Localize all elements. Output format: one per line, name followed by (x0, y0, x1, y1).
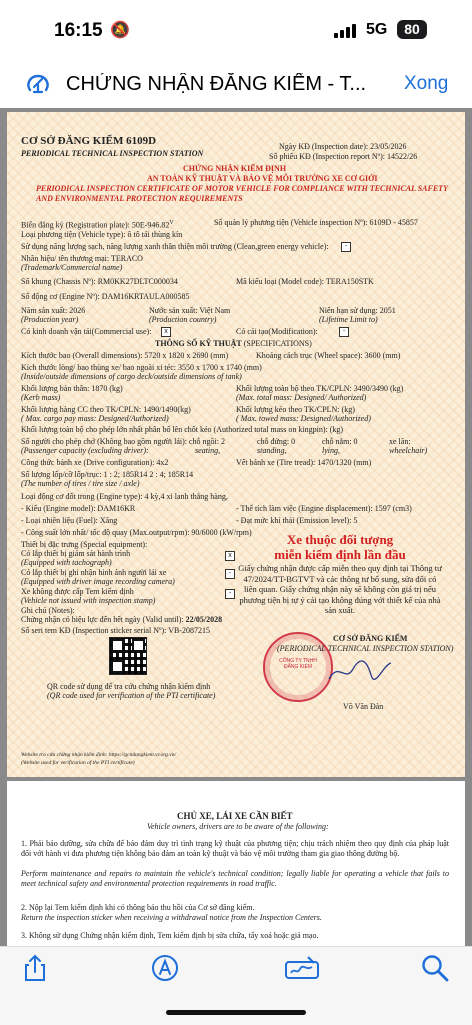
seating-label: seating, (195, 446, 221, 455)
towed-mass: Khối lượng kéo theo TK/CPLN: (kg) (236, 405, 355, 414)
green-energy: Sử dụng năng lượng sạch, năng lượng xanh thân thiện môi trường (Clean,green energy vehicle): (21, 242, 329, 251)
engine-no: Số động cơ (Engine Nº): DAM16KRTAULA000585 (21, 292, 190, 301)
website-en: (Website used for verification of the PTI certificate) (21, 760, 135, 766)
production-year: Năm sản xuất: 2026 (21, 306, 86, 315)
towed-mass-en: ( Max. towed mass: Designed/Authorized) (236, 414, 371, 423)
status-time: 16:15 (54, 20, 103, 41)
special-equipment: Thiết bị đặc trưng (Special equipment): (21, 540, 148, 549)
nav-bar (0, 62, 472, 109)
sign-title: CƠ SỞ ĐĂNG KIỂM (333, 634, 408, 643)
passenger-capacity-en: (Passenger capacity (excluding driver): (21, 446, 149, 455)
modification: Có cải tạo(Modification): (236, 327, 318, 336)
cert-title-4: AND ENVIRONMENTAL PROTECTION REQUIREMENTS (36, 194, 243, 203)
tire-tread: Vết bánh xe (Tire tread): 1470/1320 (mm) (236, 458, 372, 467)
notice-item-2: 2. Nộp lại Tem kiểm định khi có thông báo thu hồi của Cơ sở đăng kiểm. (21, 903, 255, 912)
commercial-use-box: x (161, 327, 171, 337)
notice-title: CHỦ XE, LÁI XE CẦN BIẾT (177, 811, 293, 821)
document-viewer[interactable] (0, 108, 472, 946)
search-icon[interactable] (420, 953, 450, 983)
total-mass: Khối lượng toàn bộ theo TK/CPLN: 3490/3490 (kg) (236, 384, 404, 393)
trademark-en: (Trademark/Commercial name) (21, 263, 123, 272)
report-number: Số phiếu KĐ (Inspection report Nº): 14522/26 (269, 152, 418, 161)
red-note-line-1: Xe thuộc đối tượng (286, 532, 394, 547)
station-name: CƠ SỞ ĐĂNG KIỂM 6109D (21, 135, 157, 147)
tachograph-box: x (225, 551, 235, 561)
certificate-page (7, 112, 465, 777)
driver-camera-box: - (225, 569, 235, 579)
lying-capacity: chỗ nằm: 0 (322, 437, 358, 446)
inside-dimensions: Kích thước lòng/ bao thùng xe/ bao ngoài xi téc: 3550 x 1700 x 1740 (mm) (21, 363, 262, 372)
cert-title-3: PERIODICAL INSPECTION CERTIFICATE OF MOTOR VEHICLE FOR COMPLIANCE WITH TECHNICAL SAFETY (36, 184, 448, 193)
total-mass-en: (Max. total mass: Designed/ Authorized) (236, 393, 367, 402)
signal-icon (334, 24, 356, 38)
red-note (245, 532, 435, 562)
qr-note-en: (QR code used for verification of the PTI certificate) (47, 691, 216, 700)
done-button[interactable]: Xong (404, 73, 449, 94)
tachograph: Có lắp thiết bị giám sát hành trình (21, 549, 131, 558)
cargo-mass-en: ( Max. cargo pay mass: Designed/Authorized) (21, 414, 169, 423)
stamp-issue: Xe không được cấp Tem kiểm định (21, 587, 134, 596)
engine-model: - Kiểu (Engine model): DAM16KR (21, 504, 136, 513)
notes: Ghi chú (Notes): (21, 606, 75, 615)
emission-level: - Đạt mức khí thải (Emission level): 5 (236, 516, 358, 525)
trademark: Nhãn hiệu/ tên thương mại: TERACO (21, 254, 143, 263)
driver-camera: Có lắp thiết bị ghi nhận hình ảnh người lái xe (21, 568, 167, 577)
inside-dimensions-en: (Inside/outside dimensions of cargo deck/outside dimensions of tank) (21, 372, 242, 381)
production-year-en: (Production year) (21, 315, 79, 324)
notice-item-3: 3. Không sử dụng Chứng nhận kiểm định, Tem kiểm định bị sửa chữa, tẩy xoá hoặc giả mạo. (21, 931, 319, 940)
notice-subtitle: Vehicle owners, drivers are to be aware of the following: (147, 822, 329, 831)
red-note-line-2: miễn kiểm định lần đầu (274, 547, 406, 562)
kingpin-mass: Khối lượng toàn bộ cho phép lớn nhất phân bổ lên chốt kéo (Authorized total mass on kingpin): (kg) (21, 425, 344, 434)
overall-dimensions: Kích thước bao (Overall dimensions): 5720 x 1820 x 2690 (mm) (21, 351, 229, 360)
spec-title: THÔNG SỐ KỸ THUẬT (155, 339, 242, 348)
sign-title-en: (PERIODICAL TECHNICAL INSPECTION STATION) (277, 644, 454, 653)
cargo-mass: Khối lượng hàng CC theo TK/CPLN: 1490/1490(kg) (21, 405, 191, 414)
passenger-capacity: Số người cho phép chở (Không bao gồm người lái): chỗ ngồi: 2 (21, 437, 226, 446)
status-bar (0, 0, 472, 62)
drive-configuration: Công thức bánh xe (Drive configuration): 4x2 (21, 458, 169, 467)
notice-item-2-en: Return the inspection sticker when receiving a withdrawal notice from the Inspection Centers. (21, 913, 322, 922)
spec-title-en: (SPECIFICATIONS) (243, 339, 312, 348)
qr-note: QR code sử dụng để tra cứu chứng nhận kiểm định (47, 682, 211, 691)
standing-capacity: chỗ đứng: 0 (257, 437, 296, 446)
markup-pen-icon[interactable] (24, 72, 52, 98)
tachograph-en: (Equipped with tachograph) (21, 558, 112, 567)
chassis-no: Số khung (Chassis Nº): RM0KK27DLTC000034 (21, 277, 178, 286)
notice-item-1: 1. Phải bảo dưỡng, sửa chữa để bảo đảm duy trì tình trạng kỹ thuật của phương tiện; chịu trách nhiệm theo quy định của pháp luật đối với hành vi đưa phương tiện không bảo đảm an toàn kỹ thuật và bảo vệ môi trường tham gia giao thông đường bộ. (21, 839, 449, 858)
markup-icon[interactable] (150, 953, 180, 983)
wheelchair-capacity: xe lăn: (389, 437, 411, 446)
engine-displacement: - Thể tích làm việc (Engine displacement): 1597 (cm3) (236, 504, 412, 513)
cert-title-2: AN TOÀN KỸ THUẬT VÀ BẢO VỆ MÔI TRƯỜNG XE CƠ GIỚI (147, 174, 378, 183)
kerb-mass-en: (Kerb mass) (21, 393, 61, 402)
battery-icon: 80 (397, 20, 427, 39)
plate-mark: V (169, 220, 174, 226)
model-code: Mã kiểu loại (Model code): TERA150STK (236, 277, 374, 286)
exemption-note: Giấy chứng nhận được cấp miễn theo quy định tại Thông tư 47/2024/TT-BGTVT và các thông tư bổ sung, sửa đổi có liên quan. Giấy chứng nhận này sẽ không còn giá trị nếu phương tiện bị tự ý cải tạo không đúng với thiết kế của nhà sản xuất. (238, 563, 442, 615)
lifetime-limit: Niên hạn sử dụng: 2051 (319, 306, 396, 315)
green-energy-box: - (341, 242, 351, 252)
sticker-serial: Số seri tem KĐ (Inspection sticker serial Nº): VB-2087215 (21, 626, 210, 635)
network-type: 5G (366, 21, 388, 38)
inspection-date: Ngày KĐ (Inspection date): 23/05/2026 (279, 142, 407, 151)
fuel: - Loại nhiên liệu (Fuel): Xăng (21, 516, 118, 525)
wheelchair-label: wheelchair) (389, 446, 428, 455)
production-country-en: (Production country) (149, 315, 217, 324)
notice-page (7, 781, 465, 946)
tires: Số lượng lốp/cỡ lốp/trục: 1 : 2; 185R14 2 : 4; 185R14 (21, 470, 194, 479)
plate: Biển đăng ký (Registration plate): 50E-946.82 (21, 220, 170, 230)
commercial-use: Có kinh doanh vận tải(Commercial use): (21, 327, 152, 336)
stamp-issue-en: (Vehicle not issued with inspection stamp) (21, 596, 156, 605)
home-indicator (166, 1010, 306, 1015)
official-stamp: CÔNG TY TNHH ĐĂNG KIỂM (263, 632, 333, 702)
signature-icon[interactable] (284, 953, 320, 983)
stamp-issue-box: - (225, 589, 235, 599)
share-icon[interactable] (20, 953, 50, 983)
tires-en: (The number of tires / tire size / axle) (21, 479, 140, 488)
station-name-en: PERIODICAL TECHNICAL INSPECTION STATION (21, 149, 204, 158)
engine-type: Loại động cơ đốt trong (Engine type): 4 kỳ,4 xi lanh thẳng hàng, (21, 492, 228, 501)
production-country: Nước sản xuất: Việt Nam (149, 306, 231, 315)
website: Website tra cứu chứng nhận kiểm định: https://gcndangkiem.vr.org.vn/ (21, 752, 176, 758)
bell-muted-icon: 🔕 (110, 22, 130, 39)
cert-title: CHỨNG NHẬN KIỂM ĐỊNH (183, 164, 287, 173)
standing-label: standing, (257, 446, 287, 455)
max-output: - Công suất lớn nhất/ tốc độ quay (Max.output/rpm): 90/6000 (kW/rpm) (21, 528, 252, 537)
vehicle-type: Loại phương tiện (Vehicle type): ô tô tải thùng kín (21, 230, 183, 239)
qr-code (109, 637, 147, 675)
valid-until: Chứng nhận có hiệu lực đến hết ngày (Valid until): (21, 615, 184, 624)
wheel-space: Khoảng cách trục (Wheel space): 3600 (mm) (256, 351, 401, 360)
vehicle-inspection-no: Số quản lý phương tiện (Vehicle inspection Nº): 6109D - 45857 (214, 218, 418, 227)
notice-item-1-en: Perform maintenance and repairs to maintain the vehicle's technical condition; legally liable for operating a vehicle that fails to meet technical safety and environmental protection requirements in road traffic. (21, 869, 449, 888)
signature (325, 655, 395, 687)
lifetime-limit-en: (Lifetime Limit to) (319, 315, 378, 324)
signer-name: Võ Văn Đàn (343, 702, 384, 711)
valid-until-date: 22/05/2028 (185, 615, 223, 624)
modification-box: - (339, 327, 349, 337)
lying-label: lying, (322, 446, 340, 455)
driver-camera-en: (Equipped with driver image recording camera) (21, 577, 175, 586)
document-title: CHỨNG NHẬN ĐĂNG KIỂM - T... (66, 73, 367, 95)
kerb-mass: Khối lượng bản thân: 1870 (kg) (21, 384, 123, 393)
